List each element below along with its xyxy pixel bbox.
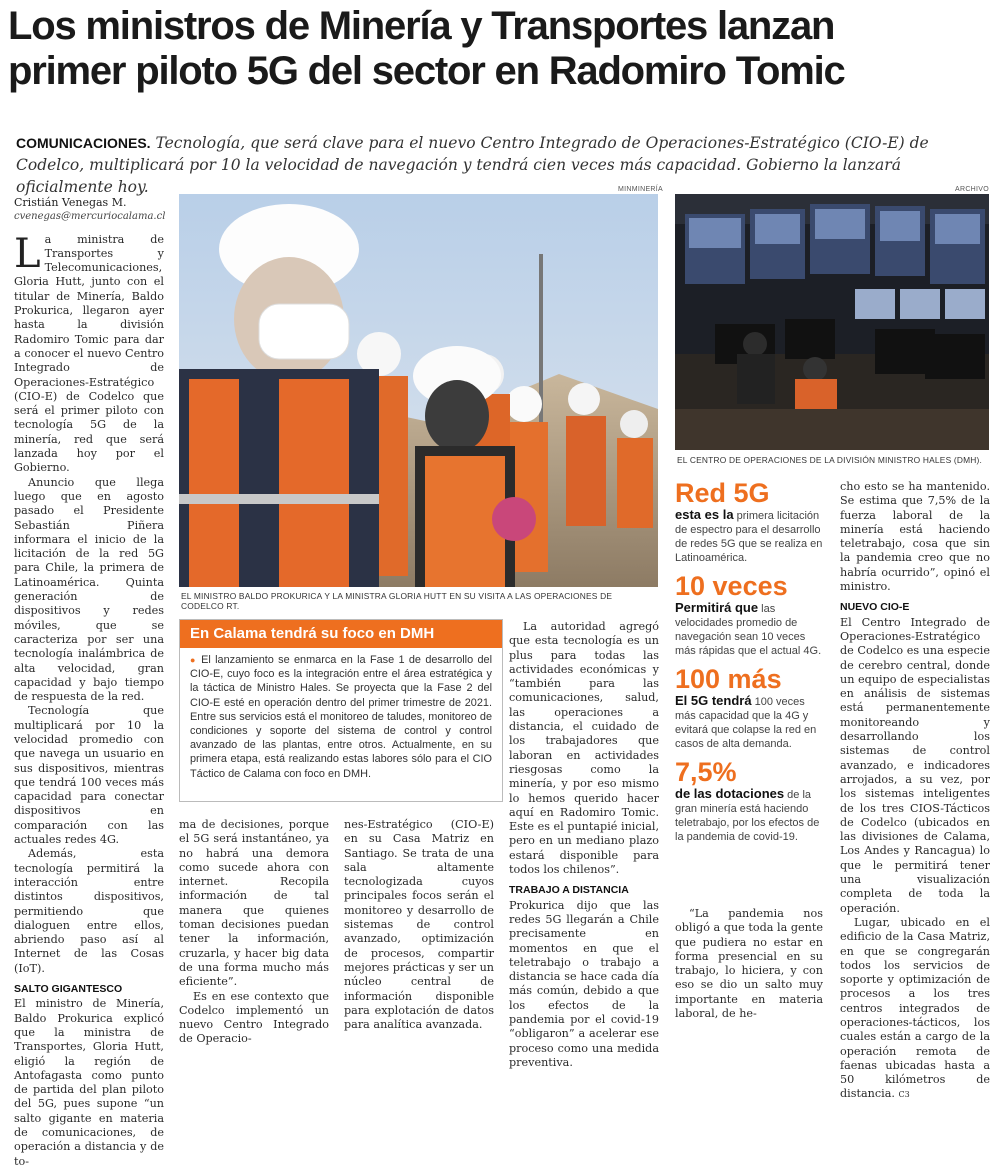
- paragraph: ma de decisiones, porque el 5G será instantáneo, ya no habrá una demora como sucede ahora con internet. Recopila información de tal manera que quienes toman decisiones puedan tener la información, cruzarla, y hacer big data de una forma mucho más eficiente”.: [179, 818, 329, 989]
- subhead-nuevo-cio: NUEVO CIO-E: [840, 601, 910, 614]
- paragraph: “La pandemia nos obligó a que toda la gente que pudiera no estar en forma presencial en su trabajo, lo hiciera, y con eso se dio un salto muy importante en materia laboral, de he-: [675, 907, 823, 1021]
- operations-center-photo: [675, 194, 989, 450]
- subheadline: [16, 132, 991, 198]
- paragraph: Lugar, ubicado en el edificio de la Casa Matriz, en que se congregarán todos los servicios de soporte y optimización de procesos a los tres centros integrados de operaciones-tácticos, los cuales están a cargo de la operación remota de faenas ubicadas hasta a 50 kilómetros de distancia. C3: [840, 915, 990, 1101]
- column-1: [14, 196, 164, 1169]
- subheadline-text: Tecnología, que será clave para el nuevo Centro Integrado de Operaciones-Estratégico (CIO-E) de Codelco, multiplicará por 10 la velocidad de navegación y tendrá cien veces más capacidad. Gobierno la lanzará oficialmente hoy.: [16, 134, 929, 196]
- column-3: [344, 818, 494, 1032]
- paragraph: La autoridad agregó que esta tecnología es un plus para todas las actividades económicas y “también para las comunicaciones, salud, las operaciones a distancia, el cuidado de los trabajadores que laboran en actividades riesgosas como la minería, y por eso mismo lo hemos querido hacer aquí en Radomiro Tomic. Este es el puntapié inicial, pero en un mediano plazo estará disponible para todos los chilenos”.: [509, 620, 659, 877]
- stats-column: [675, 478, 823, 844]
- operations-center-illustration: [675, 194, 989, 450]
- stat-figure: 10 veces: [675, 571, 788, 601]
- stat-figure: Red 5G: [675, 478, 770, 508]
- headline-line-2: primer piloto 5G del sector en Radomiro Tomic: [8, 49, 845, 93]
- column-5: [675, 907, 823, 1021]
- sidebar-box: [179, 619, 503, 802]
- photo-caption: EL MINISTRO BALDO PROKURICA Y LA MINISTRA GLORIA HUTT EN SU VISITA A LAS OPERACIONES DE CODELCO RT.: [181, 591, 613, 611]
- stat-100-mas: 100 más El 5G tendrá 100 veces más capacidad que la 4G y evitará que colapse la red en casos de alta demanda.: [675, 664, 823, 751]
- stat-red-5g: Red 5G esta es la primera licitación de espectro para el desarrollo de redes 5G que se realiza en Latinoamérica.: [675, 478, 823, 564]
- stat-7-5: 7,5% de las dotaciones de la gran minería está haciendo teletrabajo, por los efectos de la pandemia de covid-19.: [675, 757, 823, 844]
- byline-email: cvenegas@mercuriocalama.cl: [14, 211, 166, 223]
- photo-caption: EL CENTRO DE OPERACIONES DE LA DIVISIÓN MINISTRO HALES (DMH).: [677, 455, 983, 465]
- bullet-icon: ●: [190, 655, 197, 665]
- ministers-photo-illustration: [179, 194, 658, 587]
- headline: [8, 4, 993, 94]
- paragraph: cho esto se ha mantenido. Se estima que 7,5% de la fuerza laboral de la minería está haciendo teletrabajo, cosa que sin la pandemia creo que no habría ocurrido”, opinó el ministro.: [840, 480, 990, 594]
- subhead-salto: SALTO GIGANTESCO: [14, 983, 123, 996]
- photo-credit: ARCHIVO: [955, 186, 989, 193]
- paragraph: nes-Estratégico (CIO-E) en su Casa Matriz en Santiago. Se trata de una sala altamente tecnologizada cuyos principales focos serán el monitoreo y desarrollo de sistemas de control avanzado, optimización de procesos, compartir mejores prácticas y ser un núcleo central de información disponible para explotación de datos para analítica avanzada.: [344, 818, 495, 1032]
- subhead-trabajo: TRABAJO A DISTANCIA: [509, 884, 629, 897]
- paragraph: Anuncio que llega luego que en agosto pasado el Presidente Sebastián Piñera informara el inicio de la licitación de la red 5G para Chile, la primera de Latinoamérica. Quinta generación de dispositivos y redes móviles, que se caracteriza por ser una tecnología inalámbrica de alta velocidad, gran capacidad y bajo tiempo de respuesta de la red.: [14, 475, 164, 704]
- byline-author: Cristián Venegas M.: [14, 196, 127, 209]
- box-title: En Calama tendrá su foco en DMH: [180, 620, 502, 648]
- paragraph: Además, esta tecnología permitirá la interacción entre distintos dispositivos, permitiendo que dialoguen entre ellos, abriendo paso así al Internet de las Cosas (IoT).: [14, 847, 164, 975]
- paragraph: Prokurica dijo que las redes 5G llegarán a Chile precisamente en momentos en que el teletrabajo o trabajo a distancia se hace cada día más común, debido a que los efectos de la pandemia por el covid-19 “obligaron” a acelerar ese proceso como una medida preventiva.: [509, 898, 659, 1069]
- drop-cap: L: [14, 230, 41, 277]
- paragraph: Es en ese contexto que Codelco implementó un nuevo Centro Integrado de Operacio-: [179, 989, 329, 1046]
- paragraph: El ministro de Minería, Baldo Prokurica explicó que la ministra de Transportes, Gloria Hutt, eligió la región de Antofagasta como punto de partida del plan piloto del 5G, pues supone “un salto gigante en materia de comunicaciones, de operación a distancia y de to-: [14, 997, 164, 1168]
- end-mark: C3: [898, 1090, 910, 1100]
- ministers-visit-photo: [179, 194, 658, 587]
- column-4: [509, 620, 659, 1070]
- column-6: [840, 480, 990, 1103]
- headline-line-1: Los ministros de Minería y Transportes lanzan: [8, 4, 835, 48]
- stat-figure: 100 más: [675, 664, 782, 694]
- paragraph: Tecnología que multiplicará por 10 la velocidad promedio con que navega un usuario en sus dispositivos, mientras que tendrá 100 veces más capacidad para conectar dispositivos en comparación con las actuales redes 4G.: [14, 704, 164, 847]
- stat-figure: 7,5%: [675, 757, 737, 787]
- photo-credit: MINMINERÍA: [618, 186, 663, 193]
- paragraph: El Centro Integrado de Operaciones-Estratégico de Codelco es una especie de cerebro central, donde un equipo de especialistas en análisis de sistemas está permanentemente monitoreando y desarrollando los sistemas de control avanzado, e indicadores arrojados, a su vez, por los sistemas inteligentes de los tres CIOS-Tácticos de Codelco (ubicados en las divisiones de Calama, Los Andes y Rancagua) lo que le permitirá tener una visualización completa de toda la operación.: [840, 615, 990, 915]
- section-kicker: COMUNICACIONES.: [16, 135, 151, 151]
- stat-10-veces: 10 veces Permitirá que las velocidades promedio de navegación sean 10 veces más rápidas que el actual 4G.: [675, 571, 822, 657]
- lead-paragraph: La ministra de Transportes y Telecomunicaciones, Gloria Hutt, junto con el titular de Minería, Baldo Prokurica, llegaron ayer hasta la división Radomiro Tomic para dar a conocer el nuevo Centro Integrado de Operaciones-Estratégico (CIO-E) de Codelco que será el primer piloto con tecnología 5G de la minería, red que será lanzada hoy por el Gobierno.: [14, 230, 164, 475]
- box-body: ● El lanzamiento se enmarca en la Fase 1 de desarrollo del CIO-E, cuyo foco es la integración entre el área estratégica y la táctica de Ministro Hales. Se proyecta que la Fase 2 del CIO-E esté en operación dentro del primer trimestre de 2021. Entre sus servicios está el monitoreo de taludes, monitoreo de condiciones y soporte del sistema de control y control avanzado de las plantas, entre otros. Actualmente, en su primera etapa, está realizando estas labores sólo para el CIO Táctico de Calama con foco en DMH.: [190, 654, 493, 780]
- column-2: [179, 818, 329, 1047]
